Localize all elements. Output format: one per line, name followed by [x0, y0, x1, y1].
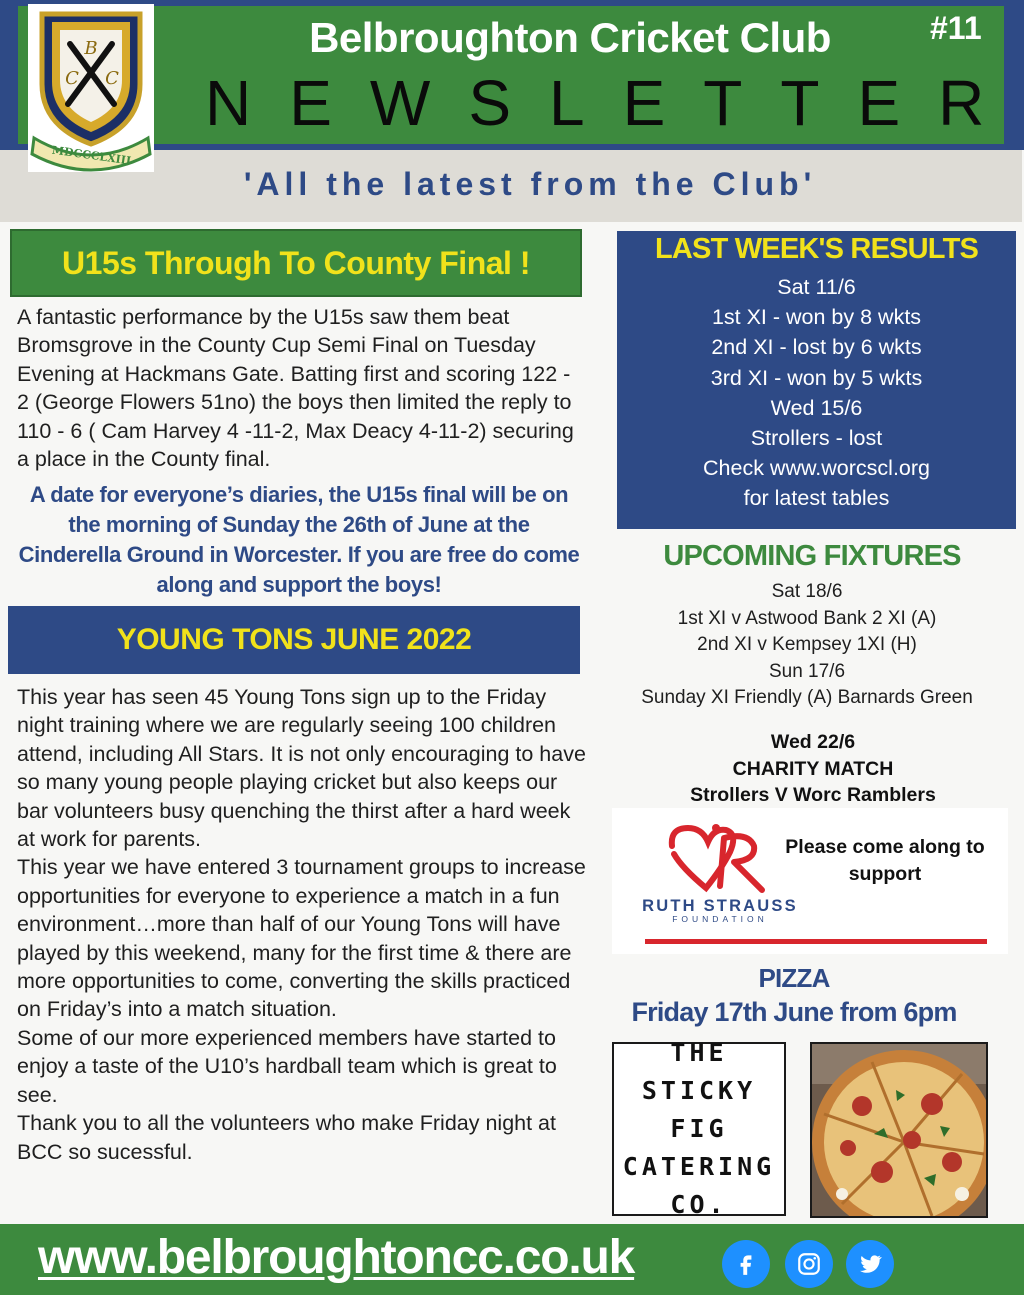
fixture-line: 2nd XI v Kempsey 1XI (H) — [697, 634, 917, 655]
results-list — [617, 272, 1016, 514]
pizza-image-icon — [812, 1044, 986, 1216]
results-line: 2nd XI - lost by 6 wkts — [711, 335, 922, 360]
results-line: Strollers - lost — [750, 426, 883, 451]
caterer-line: STICKY FIG — [641, 1076, 757, 1143]
young-tons-paragraph: This year we have entered 3 tournament groups to increase opportunities for everyone to experience a match in a fun environment…more than half of our Young Tons will have played by this weekend, many for the first time & there are more opportunities to come, converting the skills practiced on Friday’s into a match situation. — [17, 855, 586, 1022]
issue-number: #11 — [930, 10, 982, 46]
caterer-line: CO. — [670, 1190, 728, 1219]
crest-letter-right: C — [105, 68, 119, 89]
fixture-line: Sat 18/6 — [771, 581, 843, 602]
crest-letter-left: C — [65, 68, 79, 89]
club-crest-icon — [28, 4, 154, 172]
fixtures-title: UPCOMING FIXTURES — [663, 540, 961, 572]
website-link[interactable]: www.belbroughtoncc.co.uk — [38, 1231, 635, 1284]
pizza-title: PIZZA — [758, 963, 830, 993]
u15-title: U15s Through To County Final ! — [62, 244, 530, 281]
ruth-strauss-heart-icon — [664, 820, 774, 896]
young-tons-paragraph: This year has seen 45 Young Tons sign up to the Friday night training where we are regularly seeing 100 children attend, including All Stars. It is not only encouraging to have so many young people playing cricket but also keeps our bar volunteers busy quenching the thirst after a hard week at work for parents. — [17, 685, 586, 852]
u15-body: A fantastic performance by the U15s saw them beat Bromsgrove in the County Cup Semi Final on Tuesday Evening at Hackmans Gate. Batting first and scoring 122 - 2 (George Flowers 51no) the boys then limited the reply to 110 - 6 ( Cam Harvey 4 -11-2, Max Deacy 4-11-2) securing a place in the County final. — [17, 305, 574, 472]
support-message: Please come along to support — [785, 836, 985, 885]
caterer-line: THE — [670, 1038, 728, 1067]
red-divider — [645, 939, 987, 944]
instagram-link[interactable] — [785, 1240, 833, 1288]
young-tons-paragraph: Thank you to all the volunteers who make Friday night at BCC so sucessful. — [17, 1111, 556, 1164]
instagram-icon — [796, 1251, 822, 1277]
results-title: LAST WEEK'S RESULTS — [654, 233, 979, 265]
sticky-fig-logo — [612, 1038, 786, 1219]
fixtures-list — [612, 579, 1002, 712]
charity-line: Strollers V Worc Ramblers — [690, 784, 936, 806]
fixture-line: Sun 17/6 — [768, 660, 846, 682]
u15-banner — [10, 229, 582, 297]
pizza-photo — [810, 1042, 988, 1218]
results-line: Sat 11/6 — [777, 275, 856, 299]
fixture-line: Sunday XI Friendly (A) Barnards Green — [641, 687, 973, 708]
results-line: 1st XI - won by 8 wkts — [711, 305, 922, 330]
results-line: Wed 15/6 — [770, 395, 863, 420]
u15-highlight: A date for everyone’s diaries, the U15s final will be on the morning of Sunday the 26th of June at the Cinderella Ground in Worcester. If you are free do come along and support the boys! — [18, 482, 580, 597]
young-tons-banner — [8, 606, 580, 674]
facebook-link[interactable] — [722, 1240, 770, 1288]
club-logo — [28, 4, 154, 172]
results-line: Check www.worcscl.org — [703, 456, 930, 481]
pizza-date: Friday 17th June from 6pm — [631, 997, 957, 1027]
fixture-line: 1st XI v Astwood Bank 2 XI (A) — [677, 607, 937, 629]
club-name: Belbroughton Cricket Club — [309, 14, 831, 61]
charity-line: Wed 22/6 — [770, 731, 856, 753]
facebook-icon — [733, 1251, 759, 1277]
young-tons-body — [17, 683, 587, 1166]
young-tons-paragraph: Some of our more experienced members have started to enjoy a taste of the U10’s hardball team which is great to see. — [17, 1025, 557, 1107]
caterer-line: CATERING — [622, 1152, 776, 1181]
ruth-strauss-name: RUTH STRAUSS — [642, 897, 798, 915]
twitter-icon — [857, 1251, 883, 1277]
charity-match-info — [620, 729, 1006, 809]
charity-line: CHARITY MATCH — [732, 757, 894, 780]
results-line: 3rd XI - won by 5 wkts — [710, 365, 923, 390]
twitter-link[interactable] — [846, 1240, 894, 1288]
crest-ribbon-text: MDCCCLXIII — [51, 143, 132, 168]
young-tons-title: YOUNG TONS JUNE 2022 — [116, 623, 472, 656]
ruth-strauss-foundation: FOUNDATION — [672, 914, 768, 924]
newsletter-heading: NEWSLETTER — [205, 67, 1023, 139]
crest-letter-top: B — [84, 38, 98, 59]
tagline: 'All the latest from the Club' — [243, 166, 817, 202]
results-line: for latest tables — [743, 486, 890, 511]
